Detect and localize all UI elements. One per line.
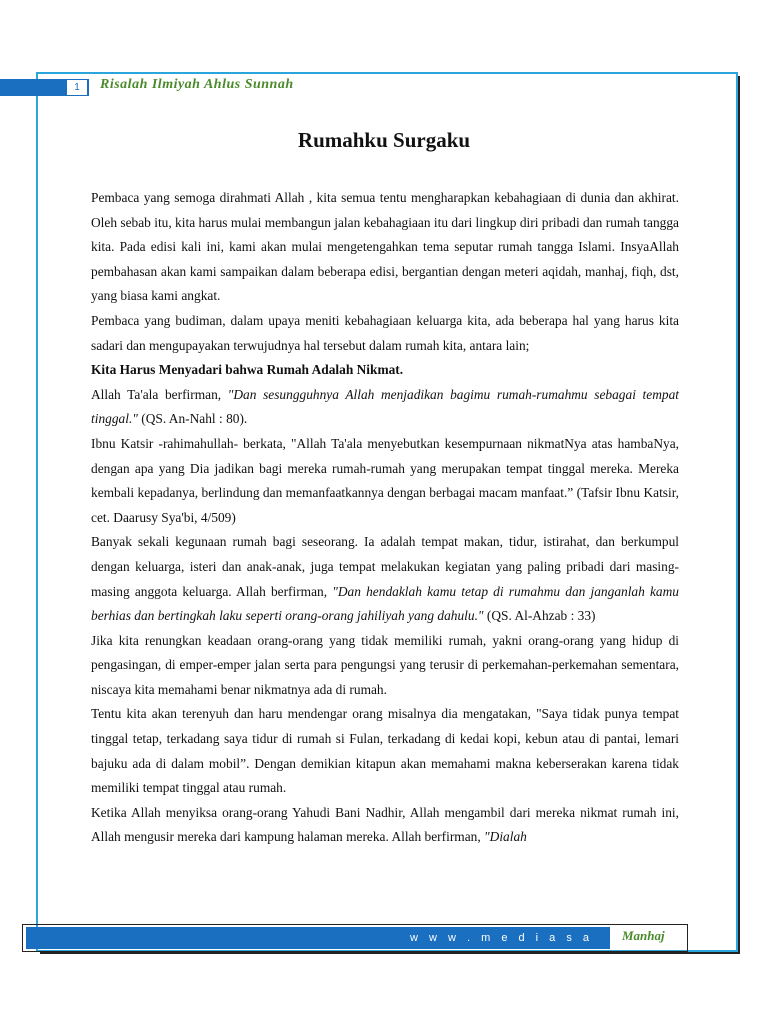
section-heading: Kita Harus Menyadari bahwa Rumah Adalah Nikmat. [91, 362, 404, 378]
paragraph [91, 186, 679, 309]
paragraph [91, 629, 679, 703]
paragraph [91, 358, 679, 383]
paragraph [91, 432, 679, 530]
footer-tag: Manhaj [622, 928, 665, 943]
body-text: Banyak sekali kegunaan rumah bagi seseorang. Ia adalah tempat makan, tidur, istirahat, dan berkumpul dengan keluarga, isteri dan anak-anak, juga tempat melakukan kegiatan yang paling pribadi dari masing-masing anggota keluarga. Allah berfirman, [91, 534, 679, 599]
body-text: Ketika Allah menyiksa orang-orang Yahudi Bani Nadhir, Allah mengambil dari mereka nikmat rumah ini, Allah mengusir mereka dari kampung halaman mereka. Allah berfirman, [91, 804, 679, 845]
body-text: Pembaca yang budiman, dalam upaya meniti kebahagiaan keluarga kita, ada beberapa hal yang harus kita sadari dan mengupayakan terwujudnya hal tersebut dalam rumah kita, antara lain; [91, 312, 679, 353]
body-text: Tentu kita akan terenyuh dan haru mendengar orang misalnya dia mengatakan, "Saya tidak punya tempat tinggal tetap, terkadang saya tidur di rumah si Fulan, terkadang di kedai kopi, kebun atau di pantai, lemari bajuku ada di dalam mobil”. Dengan demikian kitapun akan memahami makna keberserakan karena tidak memiliki tempat tinggal atau rumah. [91, 706, 679, 796]
paragraph [91, 801, 679, 850]
body-text: Pembaca yang semoga dirahmati Allah , kita semua tentu mengharapkan kebahagiaan di dunia dan akhirat. Oleh sebab itu, kita harus mulai membangun jalan kebahagiaan itu dari lingkup diri pribadi dan rumah tangga kita. Pada edisi kali ini, kami akan mulai mengetengahkan tema seputar rumah tangga Islami. InsyaAllah pembahasan akan kami sampaikan dalam beberapa edisi, bergantian dengan meteri aqidah, manhaj, fiqh, dst, yang biasa kami angkat. [91, 190, 679, 304]
body-text: Allah Ta'ala berfirman, [91, 386, 228, 402]
footer-divider [610, 927, 613, 949]
body-text: (QS. An-Nahl : 80). [137, 411, 248, 427]
body-text: Ibnu Katsir -rahimahullah- berkata, "Allah Ta'ala menyebutkan kesempurnaan nikmatNya atas hambaNya, dengan apa yang Dia jadikan bagi mereka rumah-rumah yang merupakan tempat tinggal mereka. Mereka kembali kepadanya, berlindung dan memanfaatkannya dengan berbagai macam manfaat.” (Tafsir Ibnu Katsir, cet. Daarusy Sya'bi, 4/509) [91, 435, 679, 525]
paragraph [91, 383, 679, 432]
body-text: (QS. Al-Ahzab : 33) [483, 608, 596, 624]
page-number: 1 [66, 79, 88, 96]
document-title: Rumahku Surgaku [297, 128, 471, 152]
article-body [91, 186, 679, 850]
quote-text: "Dan hendaklah kamu tetap di rumahmu dan janganlah kamu berhias dan bertingkah laku seperti orang-orang jahiliyah yang dahulu." [91, 583, 679, 624]
paragraph [91, 530, 679, 628]
paragraph [91, 702, 679, 800]
series-title: Risalah Ilmiyah Ahlus Sunnah [100, 77, 294, 92]
quote-text: "Dan sesungguhnya Allah menjadikan bagimu rumah-rumahmu sebagai tempat tinggal." [91, 386, 679, 427]
paragraph [91, 309, 679, 358]
body-text: Jika kita renungkan keadaan orang-orang yang tidak memiliki rumah, yakni orang-orang yang hidup di pengasingan, di emper-emper jalan serta para pengungsi yang terusir di perkemahan-perkemahan sementara, niscaya kita memahami benar nikmatnya ada di rumah. [91, 632, 679, 697]
quote-text: "Dialah [484, 829, 527, 845]
footer-url: w w w . m e d i a s a l a f . c o m [410, 932, 594, 966]
